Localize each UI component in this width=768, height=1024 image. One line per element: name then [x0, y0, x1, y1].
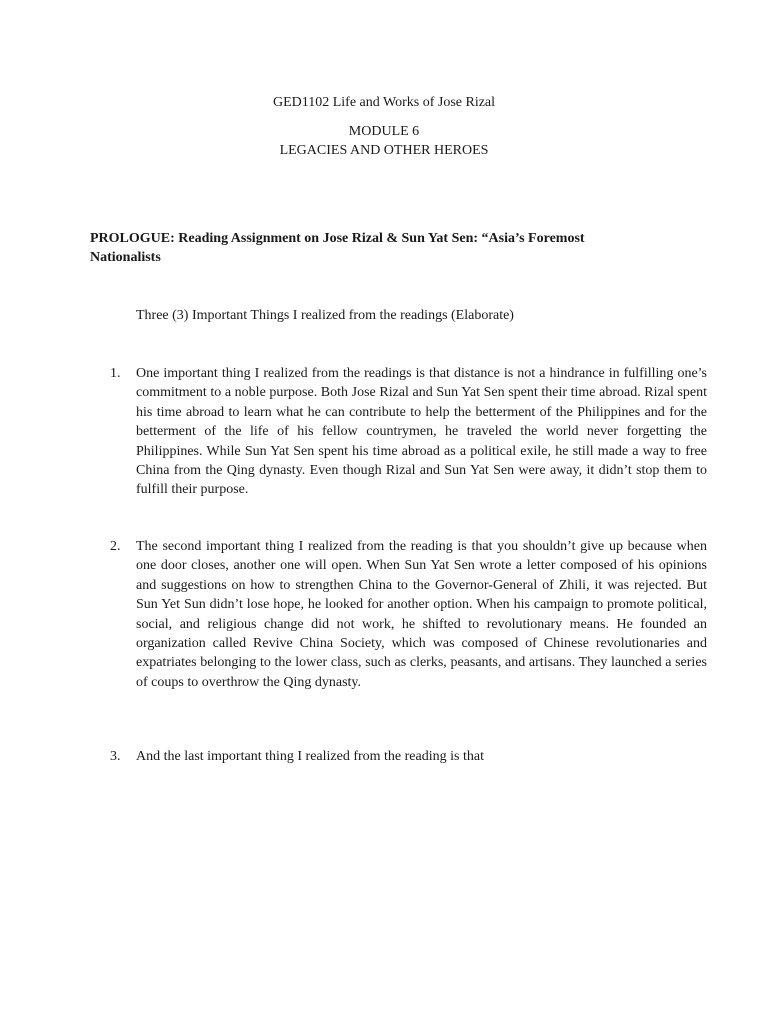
reflection-prompt: Three (3) Important Things I realized from the readings (Elaborate): [136, 308, 514, 323]
list-item-number: 1.: [110, 366, 121, 381]
module-number: MODULE 6: [348, 124, 420, 139]
module-topic: LEGACIES AND OTHER HEROES: [279, 143, 489, 158]
prologue-heading: PROLOGUE: Reading Assignment on Jose Rizal & Sun Yat Sen: “Asia’s Foremost Nationalists: [90, 231, 585, 265]
list-item-number: 3.: [110, 749, 121, 764]
list-item-text: The second important thing I realized from the reading is that you shouldn’t give up because when one door closes, another one will open. When Sun Yat Sen wrote a letter composed of his opinions and suggestions on how to strengthen China to the Governor-General of Zhili, it was rejected. But Sun Yet Sun didn’t lose hope, he looked for another option. When his campaign to promote political, social, and religious change did not work, he shifted to revolutionary means. He founded an organization called Revive China Society, which was composed of Chinese revolutionaries and expatriates belonging to the lower class, such as clerks, peasants, and artisans. They launched a series of coups to overthrow the Qing dynasty.: [136, 539, 707, 690]
list-item-text: And the last important thing I realized from the reading is that: [136, 749, 484, 764]
course-title: GED1102 Life and Works of Jose Rizal: [272, 95, 496, 110]
list-item-number: 2.: [110, 539, 121, 554]
list-item-text: One important thing I realized from the readings is that distance is not a hindrance in fulfilling one’s commitment to a noble purpose. Both Jose Rizal and Sun Yat Sen spent their time abroad. Rizal spent his time abroad to learn what he can contribute to help the betterment of the Philippines and for the betterment of the life of his fellow countrymen, he traveled the world never forgetting the Philippines. While Sun Yat Sen spent his time abroad as a political exile, he still made a way to free China from the Qing dynasty. Even though Rizal and Sun Yat Sen were away, it didn’t stop them to fulfill their purpose.: [136, 366, 707, 498]
